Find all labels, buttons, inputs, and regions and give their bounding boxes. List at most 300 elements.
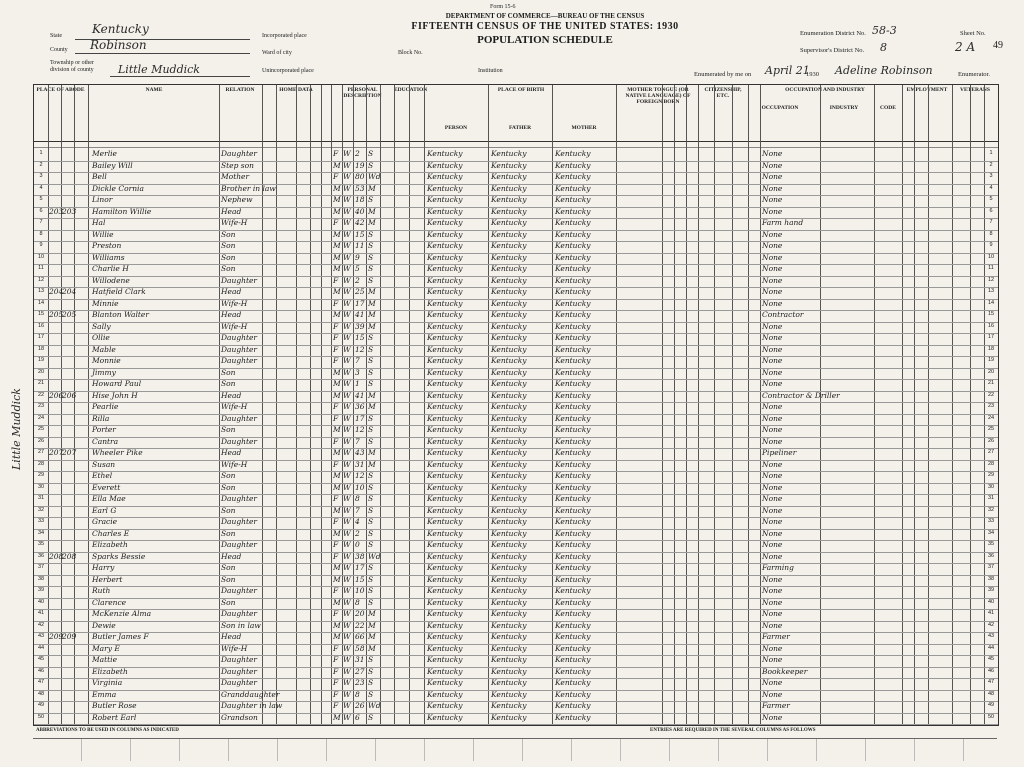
marital-status: S bbox=[368, 149, 374, 158]
birthplace-mother: Kentucky bbox=[555, 321, 591, 331]
line-number-right: 50 bbox=[987, 713, 995, 720]
section-place-of-birth: PLACE OF BIRTH bbox=[497, 87, 545, 93]
relation: Daughter bbox=[221, 356, 257, 365]
section-veterans: VETERANS bbox=[960, 87, 990, 93]
section-relation: RELATION bbox=[225, 87, 255, 93]
occupation: Farm hand bbox=[762, 218, 804, 227]
relation: Daughter bbox=[221, 494, 257, 503]
age: 2 bbox=[355, 149, 360, 158]
sex: M bbox=[333, 471, 341, 480]
relation: Wife-H bbox=[221, 459, 248, 469]
birthplace-person: Kentucky bbox=[427, 678, 463, 687]
age: 0 bbox=[355, 540, 360, 549]
age: 39 bbox=[355, 321, 365, 331]
line-number: 20 bbox=[37, 368, 45, 375]
marital-status: Wd bbox=[368, 701, 381, 710]
line-number-right: 32 bbox=[987, 506, 995, 513]
marital-status: M bbox=[368, 298, 376, 308]
sex: M bbox=[333, 482, 341, 492]
birthplace-father: Kentucky bbox=[491, 574, 527, 584]
birthplace-father: Kentucky bbox=[491, 655, 527, 664]
marital-status: M bbox=[368, 287, 376, 296]
relation: Head bbox=[221, 632, 242, 641]
sex: M bbox=[333, 597, 341, 607]
footer-abbrev: ABBREVIATIONS TO BE USED IN COLUMNS AS INDICATED bbox=[36, 728, 179, 733]
age: 10 bbox=[355, 586, 365, 595]
line-number: 50 bbox=[37, 713, 45, 720]
line-number-right: 44 bbox=[987, 644, 995, 651]
race: W bbox=[343, 149, 351, 158]
marital-status: M bbox=[368, 448, 376, 457]
marital-status: Wd bbox=[368, 551, 381, 561]
birthplace-mother: Kentucky bbox=[555, 298, 591, 308]
sex: M bbox=[333, 632, 341, 641]
age: 12 bbox=[355, 471, 365, 480]
relation: Daughter bbox=[221, 333, 257, 342]
birthplace-person: Kentucky bbox=[427, 333, 463, 342]
age: 20 bbox=[355, 609, 365, 618]
sex: F bbox=[333, 356, 339, 365]
dwelling-number: 209 bbox=[49, 632, 64, 641]
relation: Daughter bbox=[221, 344, 257, 354]
occupation: None bbox=[762, 333, 783, 342]
birthplace-father: Kentucky bbox=[491, 229, 527, 239]
dwelling-number: 203 bbox=[49, 206, 64, 216]
marital-status: S bbox=[368, 356, 374, 365]
relation: Son bbox=[221, 471, 236, 480]
age: 5 bbox=[355, 264, 360, 273]
line-number: 3 bbox=[39, 173, 43, 179]
marital-status: S bbox=[368, 505, 374, 515]
race: W bbox=[343, 632, 351, 641]
relation: Brother in law bbox=[221, 183, 276, 193]
enum-district-value: 58-3 bbox=[872, 24, 897, 37]
line-number-right: 28 bbox=[987, 460, 995, 467]
birthplace-person: Kentucky bbox=[427, 402, 463, 411]
section-employment: EMPLOYMENT bbox=[906, 87, 948, 93]
marital-status: M bbox=[368, 218, 376, 227]
line-number: 36 bbox=[37, 552, 45, 559]
race: W bbox=[343, 540, 351, 549]
sex: M bbox=[333, 195, 341, 204]
person-name: Hise John H bbox=[92, 390, 138, 400]
dwelling-number: 204 bbox=[49, 287, 64, 296]
birthplace-mother: Kentucky bbox=[555, 310, 591, 319]
line-number: 31 bbox=[37, 495, 45, 501]
line-number: 8 bbox=[39, 230, 43, 237]
family-number: 206 bbox=[62, 390, 77, 400]
birthplace-mother: Kentucky bbox=[555, 436, 591, 446]
line-number: 29 bbox=[37, 472, 45, 478]
person-name: Hatfield Clark bbox=[92, 287, 146, 296]
birthplace-father: Kentucky bbox=[491, 632, 527, 641]
marital-status: M bbox=[368, 402, 376, 411]
occupation: Farmer bbox=[762, 632, 790, 641]
race: W bbox=[343, 436, 351, 446]
schedule-title: POPULATION SCHEDULE bbox=[477, 34, 613, 46]
birthplace-father: Kentucky bbox=[491, 333, 527, 342]
section-citizenship: CITIZENSHIP, ETC. bbox=[704, 87, 742, 99]
birthplace-father: Kentucky bbox=[491, 287, 527, 296]
sex: F bbox=[333, 701, 339, 710]
col-mother: MOTHER bbox=[571, 125, 597, 131]
occupation: Farming bbox=[762, 563, 794, 572]
col-occupation: OCCUPATION bbox=[761, 105, 799, 111]
relation: Head bbox=[221, 551, 242, 561]
marital-status: S bbox=[368, 264, 374, 273]
relation: Daughter in law bbox=[221, 701, 283, 710]
occupation: None bbox=[762, 413, 783, 423]
birthplace-father: Kentucky bbox=[491, 390, 527, 400]
birthplace-father: Kentucky bbox=[491, 298, 527, 308]
birthplace-mother: Kentucky bbox=[555, 597, 591, 607]
marital-status: M bbox=[368, 620, 376, 630]
birthplace-father: Kentucky bbox=[491, 528, 527, 538]
relation: Daughter bbox=[221, 586, 257, 595]
birthplace-person: Kentucky bbox=[427, 689, 463, 699]
line-number: 27 bbox=[37, 449, 45, 455]
line-number-right: 24 bbox=[987, 414, 995, 421]
occupation: None bbox=[762, 482, 783, 492]
birthplace-person: Kentucky bbox=[427, 321, 463, 331]
birthplace-father: Kentucky bbox=[491, 712, 527, 722]
line-number-right: 42 bbox=[987, 621, 995, 628]
sex: F bbox=[333, 609, 339, 618]
birthplace-mother: Kentucky bbox=[555, 183, 591, 193]
sex: F bbox=[333, 666, 339, 676]
occupation: None bbox=[762, 229, 783, 239]
birthplace-father: Kentucky bbox=[491, 402, 527, 411]
sex: M bbox=[333, 310, 341, 319]
relation: Wife-H bbox=[221, 321, 248, 331]
birthplace-father: Kentucky bbox=[491, 379, 527, 388]
birthplace-mother: Kentucky bbox=[555, 563, 591, 572]
person-name: Howard Paul bbox=[92, 379, 142, 388]
relation: Son bbox=[221, 563, 236, 572]
state-label: State bbox=[50, 33, 62, 39]
relation: Mother bbox=[221, 172, 250, 181]
birthplace-mother: Kentucky bbox=[555, 689, 591, 699]
occupation: None bbox=[762, 436, 783, 446]
race: W bbox=[343, 275, 351, 285]
sex: M bbox=[333, 264, 341, 273]
relation: Wife-H bbox=[221, 402, 248, 411]
relation: Son bbox=[221, 252, 236, 262]
section-place-of-abode: PLACE OF ABODE bbox=[36, 87, 85, 93]
occupation: None bbox=[762, 367, 783, 377]
marital-status: S bbox=[368, 413, 374, 423]
race: W bbox=[343, 172, 351, 181]
line-number: 4 bbox=[39, 184, 43, 191]
occupation: None bbox=[762, 517, 783, 526]
birthplace-person: Kentucky bbox=[427, 413, 463, 423]
person-name: Merlie bbox=[92, 149, 117, 158]
census-title: FIFTEENTH CENSUS OF THE UNITED STATES: 1930 bbox=[411, 21, 679, 32]
age: 15 bbox=[355, 574, 365, 584]
race: W bbox=[343, 206, 351, 216]
birthplace-mother: Kentucky bbox=[555, 333, 591, 342]
relation: Son bbox=[221, 367, 236, 377]
race: W bbox=[343, 471, 351, 480]
birthplace-mother: Kentucky bbox=[555, 379, 591, 388]
line-number: 5 bbox=[39, 196, 43, 202]
line-number-right: 36 bbox=[987, 552, 995, 559]
occupation: None bbox=[762, 344, 783, 354]
line-number-right: 2 bbox=[989, 161, 993, 168]
col-father: FATHER bbox=[508, 125, 532, 131]
line-number-right: 7 bbox=[989, 219, 993, 225]
birthplace-father: Kentucky bbox=[491, 149, 527, 158]
relation: Nephew bbox=[221, 195, 253, 204]
line-number-right: 43 bbox=[987, 633, 995, 639]
sex: F bbox=[333, 321, 339, 331]
sheet-value: 2 A bbox=[955, 40, 976, 54]
birthplace-mother: Kentucky bbox=[555, 574, 591, 584]
birthplace-mother: Kentucky bbox=[555, 620, 591, 630]
race: W bbox=[343, 321, 351, 331]
birthplace-person: Kentucky bbox=[427, 356, 463, 365]
sex: F bbox=[333, 551, 339, 561]
race: W bbox=[343, 218, 351, 227]
birthplace-mother: Kentucky bbox=[555, 229, 591, 239]
age: 11 bbox=[355, 241, 365, 250]
line-number: 43 bbox=[37, 633, 45, 639]
person-name: Butler Rose bbox=[92, 701, 137, 710]
person-name: Willodene bbox=[92, 275, 130, 285]
occupation: None bbox=[762, 298, 783, 308]
person-name: Earl G bbox=[92, 505, 117, 515]
relation: Daughter bbox=[221, 609, 257, 618]
race: W bbox=[343, 252, 351, 262]
race: W bbox=[343, 379, 351, 388]
birthplace-person: Kentucky bbox=[427, 367, 463, 377]
occupation: None bbox=[762, 252, 783, 262]
person-name: Mary E bbox=[92, 643, 120, 653]
age: 41 bbox=[355, 310, 365, 319]
sex: M bbox=[333, 620, 341, 630]
stamp-number: 49 bbox=[993, 40, 1003, 51]
line-number-right: 19 bbox=[987, 357, 995, 363]
age: 12 bbox=[355, 344, 365, 354]
birthplace-mother: Kentucky bbox=[555, 264, 591, 273]
person-name: Pearlie bbox=[92, 402, 119, 411]
line-number-right: 4 bbox=[989, 184, 993, 191]
person-name: Sparks Bessie bbox=[92, 551, 146, 561]
birthplace-person: Kentucky bbox=[427, 149, 463, 158]
age: 7 bbox=[355, 436, 360, 446]
person-name: Ella Mae bbox=[92, 494, 126, 503]
age: 4 bbox=[355, 517, 360, 526]
sex: M bbox=[333, 367, 341, 377]
occupation: Contractor bbox=[762, 310, 804, 319]
occupation: None bbox=[762, 160, 783, 170]
sex: F bbox=[333, 586, 339, 595]
sex: F bbox=[333, 540, 339, 549]
person-name: Williams bbox=[92, 252, 125, 262]
birthplace-father: Kentucky bbox=[491, 172, 527, 181]
marital-status: S bbox=[368, 252, 374, 262]
schedule-grid bbox=[33, 84, 999, 726]
line-number: 38 bbox=[37, 575, 45, 582]
age: 25 bbox=[355, 287, 365, 296]
marital-status: S bbox=[368, 195, 374, 204]
person-name: Linor bbox=[92, 195, 113, 204]
race: W bbox=[343, 586, 351, 595]
marital-status: M bbox=[368, 206, 376, 216]
birthplace-person: Kentucky bbox=[427, 287, 463, 296]
occupation: None bbox=[762, 195, 783, 204]
relation: Daughter bbox=[221, 517, 257, 526]
marital-status: S bbox=[368, 333, 374, 342]
relation: Son bbox=[221, 574, 236, 584]
marital-status: S bbox=[368, 540, 374, 549]
birthplace-mother: Kentucky bbox=[555, 528, 591, 538]
occupation: None bbox=[762, 689, 783, 699]
race: W bbox=[343, 229, 351, 239]
birthplace-father: Kentucky bbox=[491, 551, 527, 561]
occupation: None bbox=[762, 655, 783, 664]
birthplace-mother: Kentucky bbox=[555, 666, 591, 676]
birthplace-person: Kentucky bbox=[427, 620, 463, 630]
race: W bbox=[343, 574, 351, 584]
birthplace-person: Kentucky bbox=[427, 482, 463, 492]
person-name: Willie bbox=[92, 229, 114, 239]
age: 18 bbox=[355, 195, 365, 204]
birthplace-person: Kentucky bbox=[427, 505, 463, 515]
line-number: 2 bbox=[39, 161, 43, 168]
line-number: 39 bbox=[37, 587, 45, 593]
person-name: Wheeler Pike bbox=[92, 448, 143, 457]
age: 40 bbox=[355, 206, 365, 216]
race: W bbox=[343, 195, 351, 204]
birthplace-mother: Kentucky bbox=[555, 505, 591, 515]
line-number: 47 bbox=[37, 679, 45, 685]
line-number-right: 3 bbox=[989, 173, 993, 179]
person-name: Elizabeth bbox=[92, 540, 128, 549]
age: 1 bbox=[355, 379, 360, 388]
line-number-right: 1 bbox=[989, 150, 993, 156]
birthplace-father: Kentucky bbox=[491, 448, 527, 457]
line-number-right: 5 bbox=[989, 196, 993, 202]
header-bottom-line bbox=[34, 141, 998, 142]
birthplace-father: Kentucky bbox=[491, 160, 527, 170]
line-number-right: 29 bbox=[987, 472, 995, 478]
race: W bbox=[343, 160, 351, 170]
line-number: 34 bbox=[37, 529, 45, 536]
line-number-right: 14 bbox=[987, 299, 995, 306]
occupation: None bbox=[762, 149, 783, 158]
occupation: Bookkeeper bbox=[762, 666, 808, 676]
line-number: 22 bbox=[37, 391, 45, 398]
block-label: Block No. bbox=[398, 50, 423, 56]
line-number: 15 bbox=[37, 311, 45, 317]
age: 26 bbox=[355, 701, 365, 710]
occupation: None bbox=[762, 528, 783, 538]
race: W bbox=[343, 597, 351, 607]
line-number-right: 35 bbox=[987, 541, 995, 547]
marital-status: S bbox=[368, 344, 374, 354]
age: 41 bbox=[355, 390, 365, 400]
marital-status: S bbox=[368, 678, 374, 687]
birthplace-mother: Kentucky bbox=[555, 367, 591, 377]
table-row bbox=[34, 713, 998, 726]
line-number: 23 bbox=[37, 403, 45, 409]
sex: F bbox=[333, 494, 339, 503]
birthplace-mother: Kentucky bbox=[555, 149, 591, 158]
line-number: 49 bbox=[37, 702, 45, 708]
line-number-right: 23 bbox=[987, 403, 995, 409]
birthplace-person: Kentucky bbox=[427, 655, 463, 664]
birthplace-person: Kentucky bbox=[427, 264, 463, 273]
birthplace-father: Kentucky bbox=[491, 241, 527, 250]
occupation: None bbox=[762, 712, 783, 722]
line-number-right: 37 bbox=[987, 564, 995, 570]
marital-status: M bbox=[368, 183, 376, 193]
race: W bbox=[343, 517, 351, 526]
line-number: 30 bbox=[37, 483, 45, 490]
race: W bbox=[343, 287, 351, 296]
relation: Daughter bbox=[221, 436, 257, 446]
line-number: 32 bbox=[37, 506, 45, 513]
person-name: Bailey Will bbox=[92, 160, 133, 170]
marital-status: S bbox=[368, 517, 374, 526]
person-name: Blanton Walter bbox=[92, 310, 149, 319]
birthplace-father: Kentucky bbox=[491, 183, 527, 193]
occupation: None bbox=[762, 287, 783, 296]
line-number: 33 bbox=[37, 518, 45, 524]
birthplace-person: Kentucky bbox=[427, 712, 463, 722]
marital-status: S bbox=[368, 160, 374, 170]
birthplace-person: Kentucky bbox=[427, 206, 463, 216]
line-number: 44 bbox=[37, 644, 45, 651]
race: W bbox=[343, 701, 351, 710]
occupation: None bbox=[762, 275, 783, 285]
supervisor-value: 8 bbox=[880, 41, 887, 54]
person-name: Everett bbox=[92, 482, 121, 492]
line-number: 14 bbox=[37, 299, 45, 306]
birthplace-father: Kentucky bbox=[491, 563, 527, 572]
marital-status: S bbox=[368, 689, 374, 699]
birthplace-father: Kentucky bbox=[491, 643, 527, 653]
county-label: County bbox=[50, 47, 68, 53]
age: 19 bbox=[355, 160, 365, 170]
marital-status: S bbox=[368, 425, 374, 434]
birthplace-person: Kentucky bbox=[427, 160, 463, 170]
occupation: None bbox=[762, 206, 783, 216]
birthplace-father: Kentucky bbox=[491, 275, 527, 285]
birthplace-mother: Kentucky bbox=[555, 712, 591, 722]
marital-status: S bbox=[368, 494, 374, 503]
sheet-label: Sheet No. bbox=[960, 30, 986, 37]
birthplace-mother: Kentucky bbox=[555, 195, 591, 204]
person-name: Mattie bbox=[92, 655, 118, 664]
line-number: 13 bbox=[37, 288, 45, 294]
relation: Daughter bbox=[221, 275, 257, 285]
line-number: 46 bbox=[37, 667, 45, 674]
marital-status: S bbox=[368, 471, 374, 480]
marital-status: S bbox=[368, 563, 374, 572]
age: 9 bbox=[355, 252, 360, 262]
race: W bbox=[343, 643, 351, 653]
race: W bbox=[343, 528, 351, 538]
relation: Son bbox=[221, 241, 236, 250]
line-number-right: 30 bbox=[987, 483, 995, 490]
age: 31 bbox=[355, 459, 365, 469]
birthplace-mother: Kentucky bbox=[555, 655, 591, 664]
line-number-right: 8 bbox=[989, 230, 993, 237]
occupation: None bbox=[762, 494, 783, 503]
birthplace-father: Kentucky bbox=[491, 218, 527, 227]
